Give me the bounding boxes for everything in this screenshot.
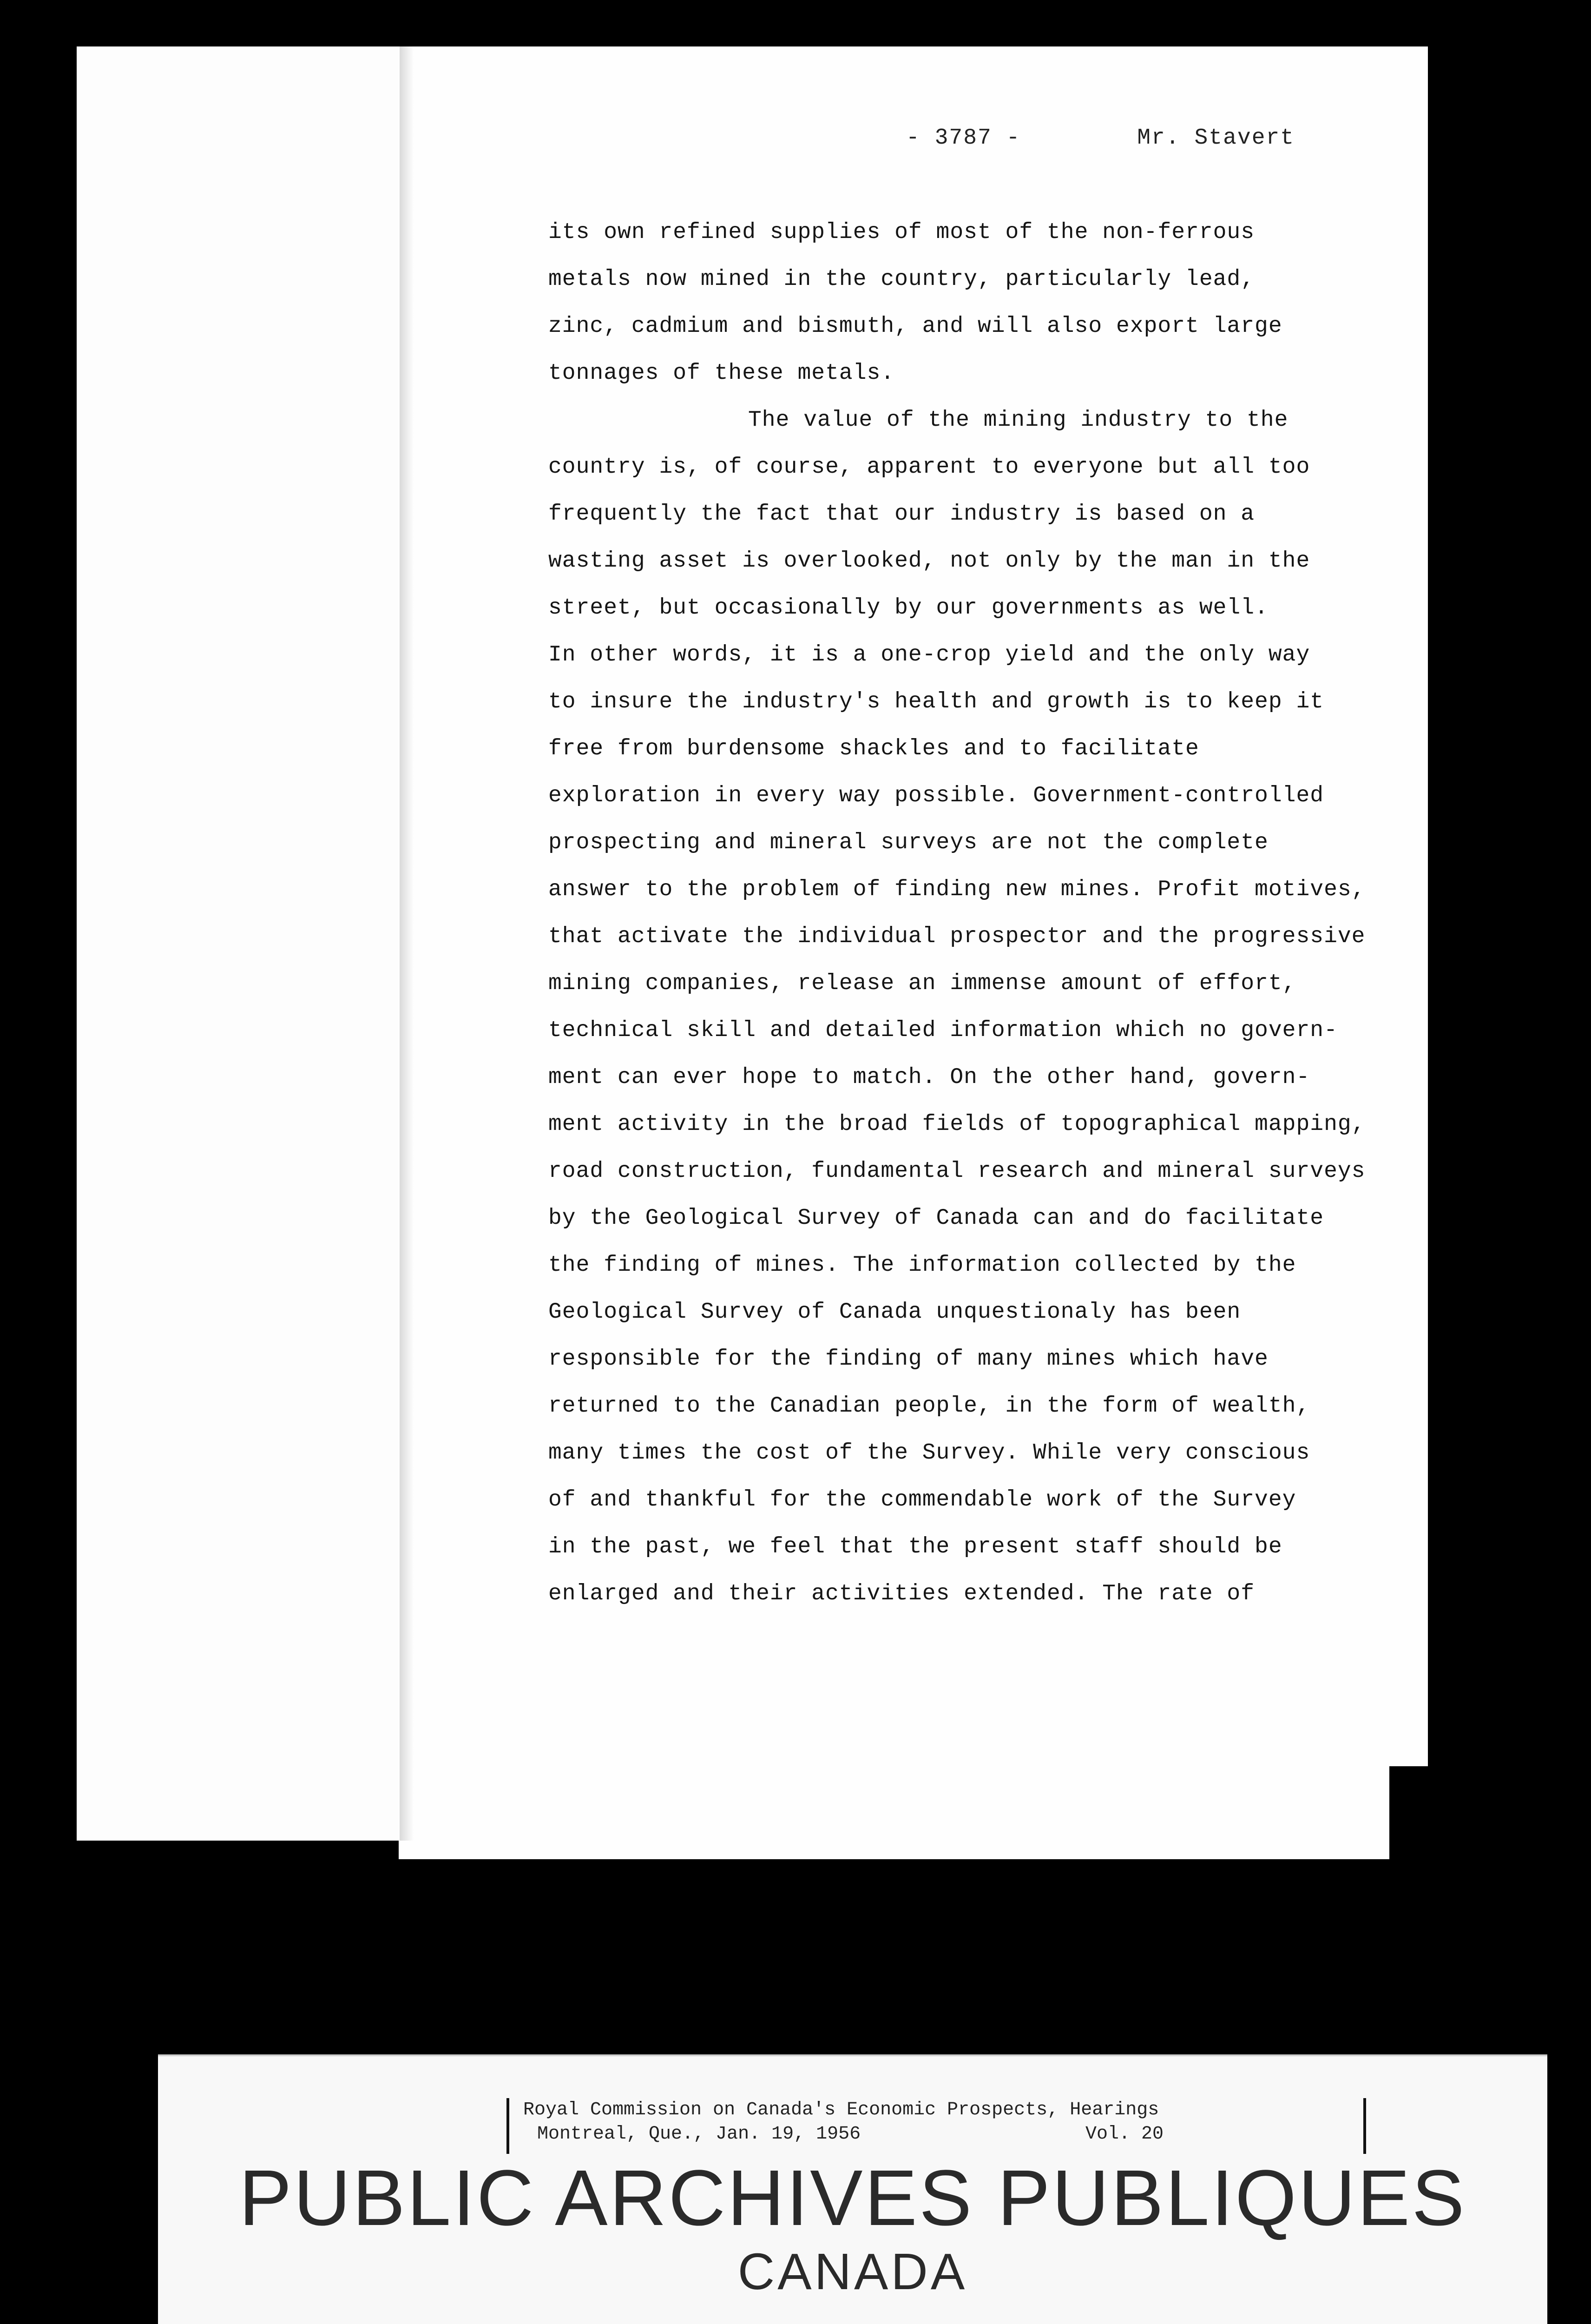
text-line: responsible for the finding of many mines which have bbox=[548, 1347, 1269, 1372]
page-shadow bbox=[1389, 1766, 1428, 1859]
text-line: ment activity in the broad fields of topographical mapping, bbox=[548, 1112, 1366, 1137]
text-line: returned to the Canadian people, in the form of wealth, bbox=[548, 1393, 1310, 1419]
text-line: answer to the problem of finding new mines. Profit motives, bbox=[548, 877, 1366, 902]
text-line: ment can ever hope to match. On the other hand, govern- bbox=[548, 1065, 1310, 1090]
text-line: its own refined supplies of most of the non-ferrous bbox=[548, 220, 1255, 245]
text-line: wasting asset is overlooked, not only by the man in the bbox=[548, 548, 1310, 574]
text-line: of and thankful for the commendable work of the Survey bbox=[548, 1487, 1296, 1512]
left-blank-page bbox=[77, 46, 411, 1841]
page-gutter bbox=[400, 46, 414, 1841]
text-line: The value of the mining industry to the bbox=[748, 408, 1289, 433]
record-box bbox=[506, 2098, 1366, 2154]
text-line: mining companies, release an immense amount of effort, bbox=[548, 971, 1296, 996]
text-line: exploration in every way possible. Government-controlled bbox=[548, 783, 1324, 808]
text-line: Geological Survey of Canada unquestionaly has been bbox=[548, 1300, 1241, 1325]
text-line: free from burdensome shackles and to facilitate bbox=[548, 736, 1199, 761]
archive-label bbox=[158, 2054, 1547, 2324]
record-title: Royal Commission on Canada's Economic Prospects, Hearings bbox=[523, 2100, 1159, 2120]
running-head bbox=[906, 125, 1295, 151]
text-line: in the past, we feel that the present staff should be bbox=[548, 1534, 1282, 1559]
text-line: by the Geological Survey of Canada can and do facilitate bbox=[548, 1206, 1324, 1231]
archives-country: CANADA bbox=[737, 2243, 968, 2300]
record-location-date: Montreal, Que., Jan. 19, 1956 bbox=[537, 2124, 861, 2145]
archives-title: PUBLIC ARCHIVES PUBLIQUES bbox=[239, 2154, 1466, 2242]
record-details bbox=[523, 2122, 1349, 2146]
text-line: tonnages of these metals. bbox=[548, 361, 895, 386]
text-line: that activate the individual prospector and the progressive bbox=[548, 924, 1366, 949]
text-line: the finding of mines. The information collected by the bbox=[548, 1253, 1296, 1278]
text-line: In other words, it is a one-crop yield and the only way bbox=[548, 642, 1310, 667]
text-line: technical skill and detailed information which no govern- bbox=[548, 1018, 1338, 1043]
text-line: road construction, fundamental research and mineral surveys bbox=[548, 1159, 1366, 1184]
page-number: - 3787 - bbox=[906, 125, 1021, 151]
text-line: prospecting and mineral surveys are not the complete bbox=[548, 830, 1269, 855]
text-line: zinc, cadmium and bismuth, and will also export large bbox=[548, 314, 1282, 339]
text-line: to insure the industry's health and growth is to keep it bbox=[548, 689, 1324, 714]
text-line: metals now mined in the country, particularly lead, bbox=[548, 267, 1255, 292]
record-volume: Vol. 20 bbox=[1085, 2124, 1164, 2145]
text-line: many times the cost of the Survey. While very conscious bbox=[548, 1440, 1310, 1466]
body-text bbox=[548, 209, 1380, 1618]
text-line: country is, of course, apparent to everyone but all too bbox=[548, 455, 1310, 480]
text-line: enlarged and their activities extended. The rate of bbox=[548, 1581, 1255, 1606]
speaker-name: Mr. Stavert bbox=[1137, 125, 1295, 151]
text-line: street, but occasionally by our governments as well. bbox=[548, 595, 1269, 621]
text-line: frequently the fact that our industry is based on a bbox=[548, 502, 1255, 527]
